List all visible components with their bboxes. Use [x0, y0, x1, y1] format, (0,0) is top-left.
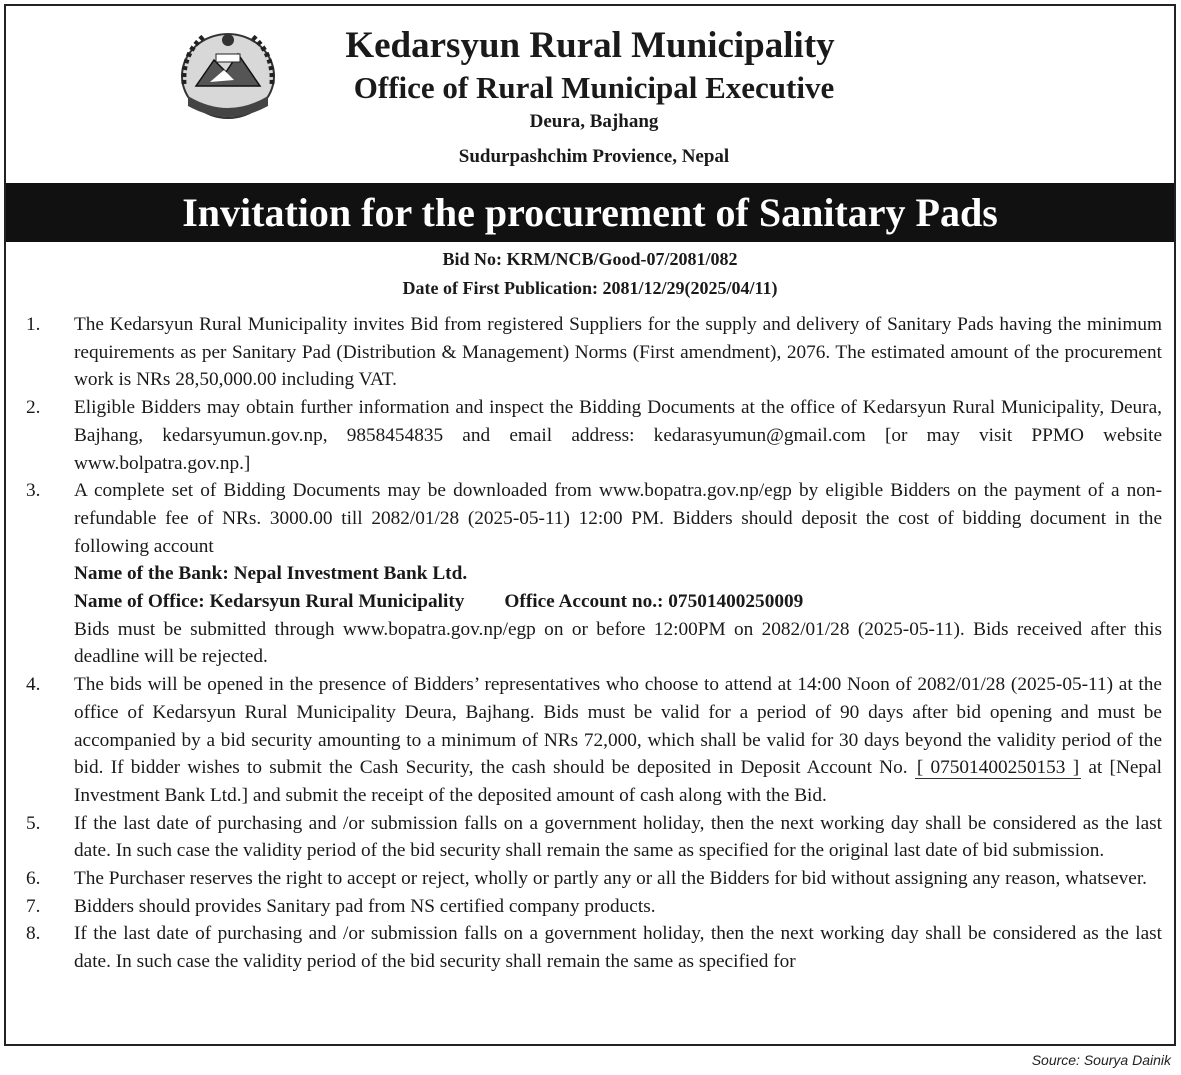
item-text: The Purchaser reserves the right to accept or reject, wholly or partly any or all the Bidders for bid without assigning any reason, whatsever. [74, 868, 1147, 890]
province: Sudurpashchim Provience, Nepal [458, 146, 730, 167]
bid-number: Bid No: KRM/NCB/Good-07/2081/082 [442, 249, 738, 269]
item-number: 4. [26, 674, 41, 696]
item-number: 3. [26, 480, 41, 502]
item-text: If the last date of purchasing and /or submission falls on a government holiday, then the next working day shall be considered as the last date. In such case the validity period of the bid security shall remain the same as specified for [74, 923, 1162, 973]
notice-title: Invitation for the procurement of Sanitary Pads [6, 183, 1174, 242]
notice-items [6, 311, 1174, 976]
office-account-number: Office Account no.: 07501400250009 [504, 591, 804, 613]
list-item [6, 810, 1174, 865]
item-text: Bidders should provides Sanitary pad from NS certified company products. [74, 895, 656, 917]
bank-name: Name of the Bank: Nepal Investment Bank Ltd. [74, 563, 468, 585]
item-text: Eligible Bidders may obtain further information and inspect the Bidding Documents at the office of Kedarsyun Rural Municipality, Deura, Bajhang, kedarsyumun.gov.np, 9858454835 and email address: kedarasyumun@gmail.com [or may visit PPMO website www.bolpatra.gov.np.] [74, 397, 1162, 474]
notice-frame [4, 4, 1176, 1046]
deposit-account-number: [ 07501400250153 ] [916, 757, 1080, 779]
office-name: Office of Rural Municipal Executive [353, 70, 835, 105]
publication-date: Date of First Publication: 2081/12/29(2025/04/11) [402, 278, 778, 298]
item-number: 2. [26, 397, 41, 419]
list-item [6, 893, 1174, 921]
item-number: 6. [26, 868, 41, 890]
list-item [6, 865, 1174, 893]
org-name: Kedarsyun Rural Municipality [345, 25, 835, 66]
account-office-name: Name of Office: Kedarsyun Rural Municipality [74, 591, 465, 613]
item-number: 1. [26, 314, 41, 335]
item-text: The bids will be opened in the presence of Bidders’ representatives who choose to attend at 14:00 Noon of 2082/01/28 (2025-05-11) at the office of Kedarsyun Rural Municipality Deura, Bajhang. Bids must be valid for a period of 90 days after bid opening and must be accompanied by a bid security amounting to a minimum of NRs 72,000, which shall be valid for 30 days beyond the validity period of the bid. If bidder wishes to submit the Cash Security, the cash should be deposited in Deposit Account No. [74, 674, 1162, 779]
item-text-tail: at [Nepal Investment Bank Ltd.] and submit the receipt of the deposited amount of cash along with the Bid. [74, 757, 1162, 806]
item-text: The Kedarsyun Rural Municipality invites Bid from registered Suppliers for the supply and delivery of Sanitary Pads having the minimum requirements as per Sanitary Pad (Distribution & Management) Norms (First amendment), 2076. The estimated amount of the procurement work is NRs 28,50,000.00 including VAT. [74, 314, 1162, 391]
item-number: 8. [26, 923, 41, 945]
item-number: 5. [26, 812, 41, 834]
list-item [6, 394, 1174, 477]
list-item [6, 477, 1174, 671]
item-text: A complete set of Bidding Documents may be downloaded from www.bopatra.gov.np/egp by eligible Bidders on the payment of a non-refundable fee of NRs. 3000.00 till 2082/01/28 (2025-05-11) 12:00 PM. Bidders should deposit the cost of bidding document in the following account [74, 480, 1162, 557]
bank-office-line [74, 588, 1162, 616]
address: Deura, Bajhang [529, 111, 659, 132]
item-number: 7. [26, 895, 41, 917]
item-text-tail: Bids must be submitted through www.bopatra.gov.np/egp on or before 12:00PM on 2082/01/28 (2025-05-11). Bids received after this deadline will be rejected. [74, 618, 1162, 668]
source-credit: Source: Sourya Dainik [1031, 1052, 1171, 1068]
list-item [6, 671, 1174, 810]
list-item [6, 920, 1174, 975]
list-item [6, 311, 1174, 394]
item-text: If the last date of purchasing and /or submission falls on a government holiday, then the next working day shall be considered as the last date. In such case the validity period of the bid security shall remain the same as specified for the original last date of bid submission. [74, 812, 1162, 862]
